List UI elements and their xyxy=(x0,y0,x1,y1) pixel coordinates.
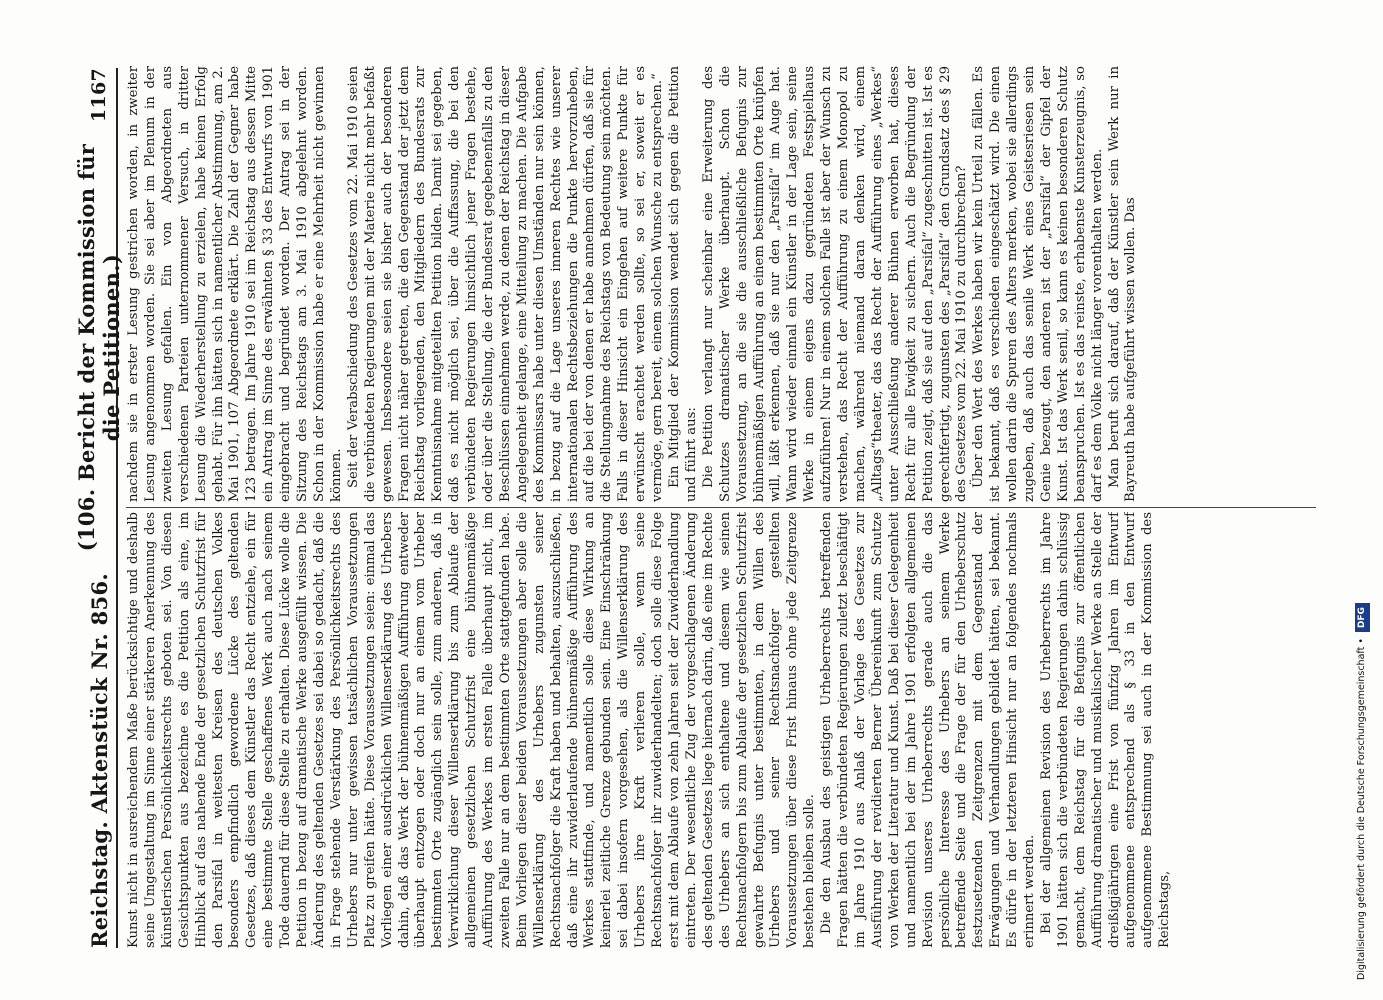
paragraph: Die Petition verlangt nur scheinbar eine Erweiterung des Schutzes dramatischer Werke überhaupt. Schon die Voraussetzung, an die sie die ausschließliche Befugnis zur bühnenmäßigen Aufführung an einem bestimmten Orte knüpfen will, läßt erkennen, daß sie nur den „Parsifal“ im Auge hat. Wann wird wieder einmal ein Künstler in der Lage sein, seine Werke in einem eigens dazu gegründeten Festspielhaus aufzuführen! Nur in einem solchen Falle ist aber der Wunsch zu verstehen, das Recht der Aufführung zu einem Monopol zu machen, während niemand daran denken wird, einem „Alltags“theater, das das Recht der Aufführung eines „Werkes“ unter Ausschließung anderer Bühnen erworben hat, dieses Recht für alle Ewigkeit zu sichern. Auch die Begründung der Petition zeigt, daß sie auf den „Parsifal“ zugeschnitten ist. Ist es gerechtfertigt, zugunsten des „Parsifal“ den Grundsatz des § 29 des Gesetzes vom 22. Mai 1910 zu durchbrechen? xyxy=(700,66,970,502)
paragraph: Kunst nicht in ausreichendem Maße berücksichtige und deshalb seine Umgestaltung im Sinne einer stärkeren Anerkennung des künstlerischen Persönlichkeitsrechts geboten sei. Von diesen Gesichtspunkten aus bezeichne es die Petition als eine, im Hinblick auf das nahende Ende der gesetzlichen Schutzfrist für den Parsifal in weitesten Kreisen des deutschen Volkes besonders empfindlich gewordene Lücke des geltenden Gesetzes, daß dieses dem Künstler das Recht entziehe, ein für eine bestimmte Stelle geschaffenes Werk auch nach seinem Tode dauernd für diese Stelle zu erhalten. Diese Lücke wolle die Petition in bezug auf dramatische Werke ausgefüllt wissen. Die Änderung des geltenden Gesetzes sei dabei so gedacht, daß die in Frage stehende Verstärkung des Persönlichkeitsrechts des Urhebers nur unter gewissen tatsächlichen Voraussetzungen Platz zu greifen hätte. Diese Voraussetzungen seien: einmal das Vorliegen einer ausdrücklichen Willenserklärung des Urhebers dahin, daß das Werk der bühnenmäßigen Aufführung entweder überhaupt entzogen oder doch nur an einem vom Urheber bestimmten Orte zugänglich sein solle, zum anderen, daß in Verwirklichung dieser Willenserklärung bis zum Ablaufe der allgemeinen gesetzlichen Schutzfrist eine bühnenmäßige Aufführung des Werkes im ersten Falle überhaupt nicht, im zweiten Falle nur an dem bestimmten Orte stattgefunden habe. Beim Vorliegen dieser beiden Voraussetzungen aber solle die Willenserklärung des Urhebers zugunsten seiner Rechtsnachfolger die Kraft haben und behalten, auszuschließen, daß eine ihr zuwiderlaufende bühnenmäßige Aufführung des Werkes stattfinde, und namentlich solle diese Wirkung an keinerlei zeitliche Grenze gebunden sein. Eine Einschränkung sei dabei insofern vorgesehen, als die Willenserklärung des Urhebers ihre Kraft verlieren solle, wenn seine Rechtsnachfolger ihr zuwiderhandelten; doch solle diese Folge erst mit dem Ablaufe von zehn Jahren seit der Zuwiderhandlung eintreten. Der wesentliche Zug der vorgeschlagenen Änderung des geltenden Gesetzes liege hiernach darin, daß eine im Rechte des Urhebers an sich enthaltene und diesem wie seinen Rechtsnachfolgern bis zum Ablaufe der gesetzlichen Schutzfrist gewahrte Befugnis unter bestimmten, in dem Willen des Urhebers und seiner Rechtsnachfolger gestellten Voraussetzungen über diese Frist hinaus ohne jede Zeitgrenze bestehen bleiben solle. xyxy=(126,512,818,948)
right-column xyxy=(126,66,1316,502)
digitization-note xyxy=(1347,8,1373,988)
page-number: 1167 xyxy=(88,68,110,123)
rotated-page-content xyxy=(74,66,1330,948)
paragraph: nachdem sie in erster Lesung gestrichen worden, in zweiter Lesung angenommen worden. Sie sei aber im Plenum in der zweiten Lesung gefallen. Ein von Abgeordneten aus verschiedenen Parteien unternommener Versuch, in dritter Lesung die Wiederherstellung zu erzielen, habe keinen Erfolg gehabt. Für ihn hätten sich in namentlicher Abstimmung, am 2. Mai 1901, 107 Abgeordnete erklärt. Die Zahl der Gegner habe 123 betragen. Im Jahre 1910 sei im Reichstag aus dessen Mitte ein Antrag im Sinne des erwähnten § 33 des Entwurfs von 1901 eingebracht und begründet worden. Der Antrag sei in der Sitzung des Reichstags am 3. Mai 1910 abgelehnt worden. Schon in der Kommission habe er eine Mehrheit nicht gewinnen können. xyxy=(126,66,344,502)
left-column xyxy=(126,512,1316,948)
paragraph: Man beruft sich darauf, daß der Künstler sein Werk nur in Bayreuth habe aufgeführt wissen wollen. Das xyxy=(1106,66,1139,502)
header-title: (106. Bericht der Kommission für die Petitionen.) xyxy=(74,143,124,552)
dfg-logo: DFG xyxy=(1355,603,1370,632)
text-columns xyxy=(126,68,1316,948)
running-header xyxy=(74,68,124,948)
paragraph: Die den Ausbau des geistigen Urheberrechts betreffenden Fragen hätten die verbündeten Regierungen zuletzt beschäftigt im Jahre 1910 aus Anlaß der Vorlage des Gesetzes zur Ausführung der revidierten Berner Übereinkunft zum Schutze von Werken der Literatur und Kunst. Daß bei dieser Gelegenheit und namentlich bei der im Jahre 1901 erfolgten allgemeinen Revision unseres Urheberrechts gerade auch die das persönliche Interesse des Urhebers an seinem Werke betreffende Seite und die Frage der für den Urheberschutz festzusetzenden Zeitgrenzen mit dem Gegenstand der Erwägungen und Verhandlungen gebildet hätten, sei bekannt. Es dürfe in der letzteren Hinsicht nur an folgendes nochmals erinnert werden. xyxy=(819,512,1038,948)
paragraph: Über den Wert des Werkes haben wir kein Urteil zu fällen. Es ist bekannt, daß es verschieden eingeschätzt wird. Die einen wollen darin die Spuren des Alters merken, wobei sie allerdings zugeben, daß auch das senile Werk eines Geistesriesen sein Genie bezeugt, den anderen ist der „Parsifal“ der Gipfel der Kunst. Ist das Werk senil, so kann es keinen besonderen Schutz beanspruchen. Ist es das reinste, erhabenste Kunsterzeugnis, so darf es dem Volke nicht länger vorenthalten werden. xyxy=(971,66,1105,502)
header-left: Reichstag. Aktenstück Nr. 856. xyxy=(86,573,112,948)
paragraph: Bei der allgemeinen Revision des Urheberrechts im Jahre 1901 hätten sich die verbündeten Regierungen dahin schlüssig gemacht, dem Reichstag für die Befugnis zur öffentlichen Aufführung dramatischer und musikalischer Werke an Stelle der dreißigjährigen eine Frist von fünfzig Jahren im Entwurf aufgenommene entsprechend als § 33 in den Entwurf aufgenommene Bestimmung sei auch in der Kommission des Reichstags, xyxy=(1038,512,1173,948)
paragraph: Seit der Verabschiedung des Gesetzes vom 22. Mai 1910 seien die verbündeten Regierungen mit der Materie nicht mehr befaßt gewesen. Insbesondere seien sie bisher auch der besonderen Fragen nicht näher getreten, die den Gegenstand der jetzt dem Reichstag vorliegenden, den Mitgliedern des Bundesrats zur Kenntnisnahme mitgeteilten Petition bilden. Damit sei gegeben, daß es nicht möglich sei, über die Auffassung, die bei den verbündeten Regierungen hinsichtlich jener Fragen bestehe, oder über die Stellung, die der Bundesrat gegebenenfalls zu den Beschlüssen einnehmen werde, zu denen der Reichstag in dieser Angelegenheit gelange, eine Mitteilung zu machen. Die Aufgabe des Kommissars habe unter diesen Umständen nur sein können, in bezug auf die Lage unseres inneren Rechtes wie unserer internationalen Rechtsbeziehungen die Punkte hervorzuheben, auf die bei der von denen er habe annehmen dürfen, daß sie für die Stellungnahme des Reichstags von Bedeutung sein möchten. Falls in dieser Hinsicht ein Eingehen auf weitere Punkte für erwünscht erachtet werden sollte, so sei er, soweit er es vermöge, gern bereit, einem solchen Wunsche zu entsprechen.“ xyxy=(345,66,666,502)
column-divider xyxy=(126,507,1316,508)
paragraph: Ein Mitglied der Kommission wendet sich gegen die Petition und führt aus: xyxy=(667,66,699,502)
funding-note-text: Digitalisierung gefördert durch die Deutsche Forschungsgemeinschaft • xyxy=(1356,638,1367,980)
